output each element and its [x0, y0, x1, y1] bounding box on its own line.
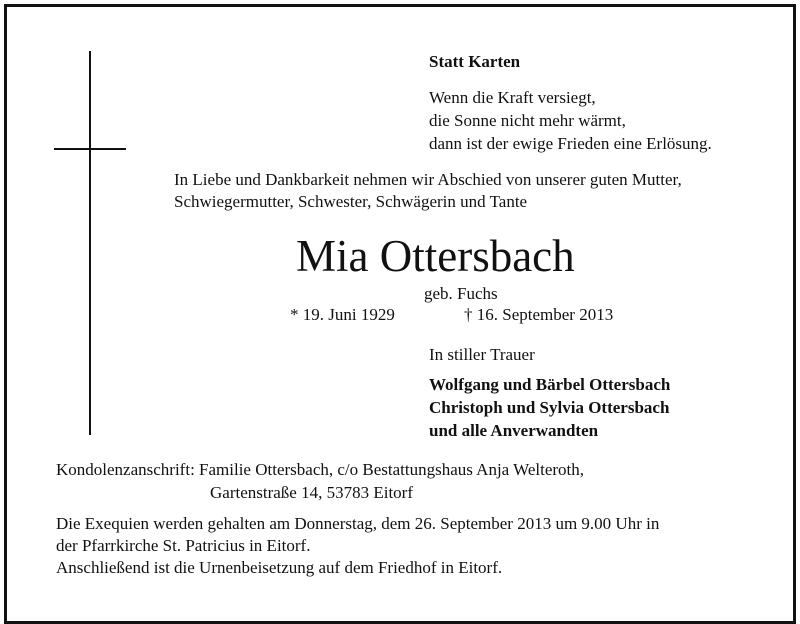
mourner-name-1: Wolfgang und Bärbel Ottersbach: [429, 375, 671, 394]
service-line-2: der Pfarrkirche St. Patricius in Eitorf.: [56, 536, 311, 555]
condolence-address-line-2: Gartenstraße 14, 53783 Eitorf: [210, 483, 413, 502]
intro-line-1: In Liebe und Dankbarkeit nehmen wir Abschied von unserer guten Mutter,: [174, 170, 682, 189]
maiden-name: geb. Fuchs: [424, 284, 498, 303]
condolence-address-line-1: Kondolenzanschrift: Familie Ottersbach, c/o Bestattungshaus Anja Welteroth,: [56, 460, 585, 479]
mourner-name-2: Christoph und Sylvia Ottersbach: [429, 398, 670, 417]
poem-line-3: dann ist der ewige Frieden eine Erlösung.: [429, 134, 712, 153]
mourners-heading: In stiller Trauer: [429, 345, 535, 364]
poem-line-1: Wenn die Kraft versiegt,: [429, 88, 596, 107]
birth-date: * 19. Juni 1929: [290, 305, 395, 324]
cross-vertical-bar: [89, 51, 91, 435]
service-line-3: Anschließend ist die Urnenbeisetzung auf dem Friedhof in Eitorf.: [56, 558, 503, 577]
mourner-name-3: und alle Anverwandten: [429, 421, 599, 440]
deceased-name: Mia Ottersbach: [296, 231, 575, 281]
header-statt-karten: Statt Karten: [429, 52, 521, 71]
service-line-1: Die Exequien werden gehalten am Donnerstag, dem 26. September 2013 um 9.00 Uhr in: [56, 514, 660, 533]
intro-line-2: Schwiegermutter, Schwester, Schwägerin und Tante: [174, 192, 528, 211]
death-date: † 16. September 2013: [464, 305, 614, 324]
cross-horizontal-bar: [54, 148, 126, 150]
poem-line-2: die Sonne nicht mehr wärmt,: [429, 111, 626, 130]
